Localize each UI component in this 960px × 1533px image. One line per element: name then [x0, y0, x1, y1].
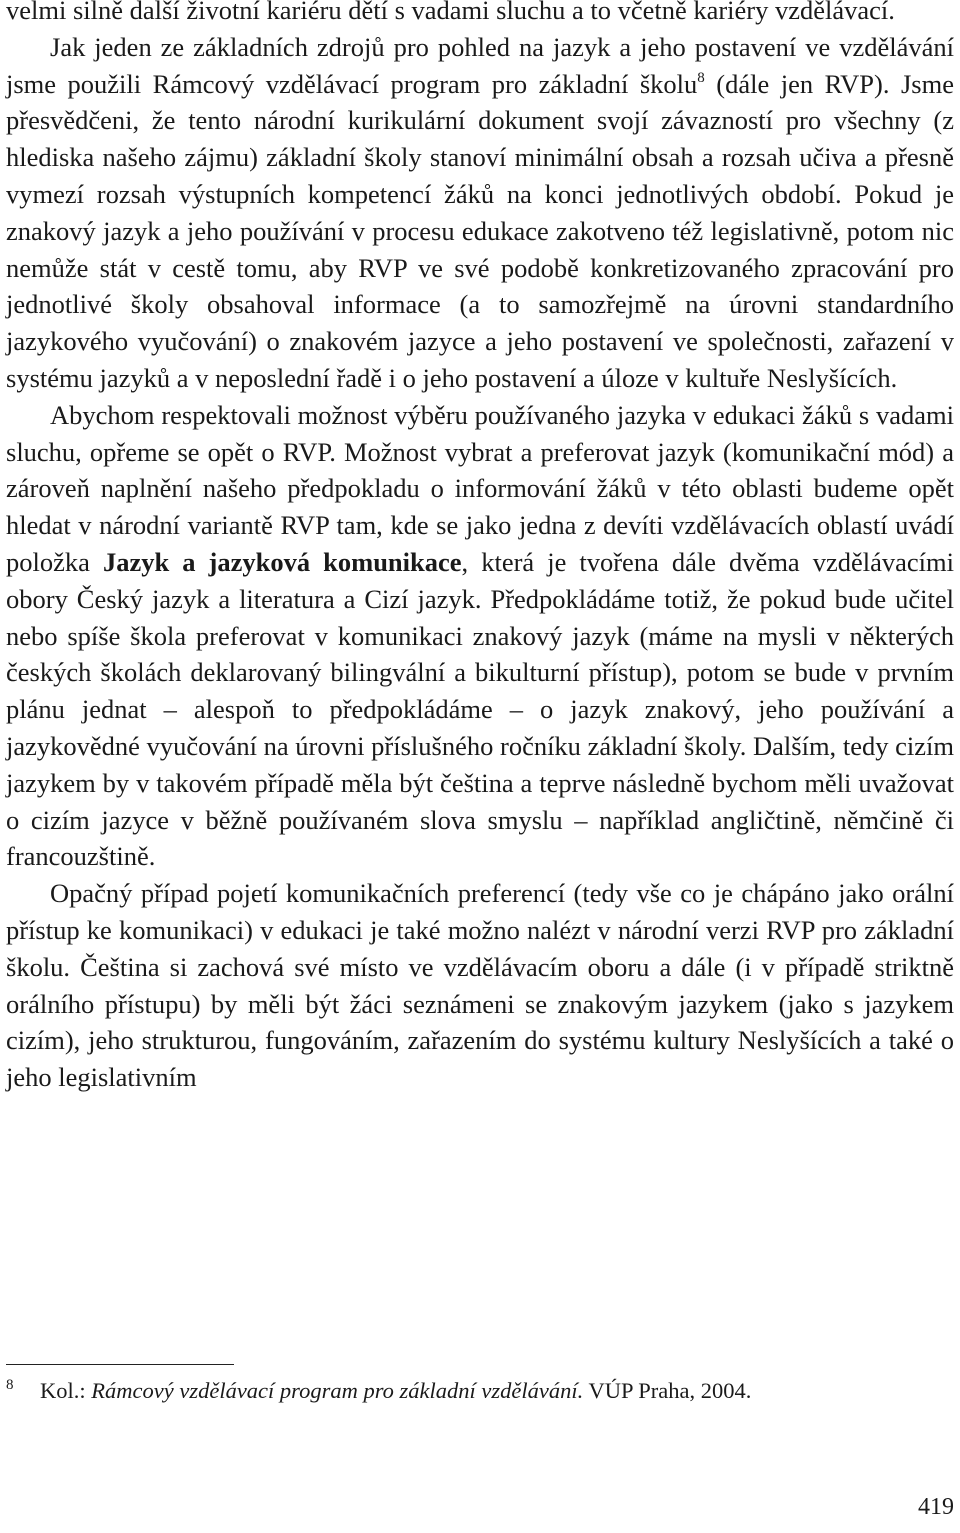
page-body	[6, 0, 954, 1096]
bold-term: Jazyk a jazyková komunikace	[102, 546, 462, 577]
paragraph-2-text-b: (dále jen RVP). Jsme přesvědčeni, že tento národní kurikulární dokument svojí závazností pro všechny (z hlediska našeho zájmu) základní školy stanoví minimální obsah a rozsah učiva a přesně vymezí rozsah výstupních kompetencí žáků na konci jednotlivých období. Pokud je znakový jazyk a jeho používání v procesu edukace zakotveno též legislativně, potom nic nemůže stát v cestě tomu, aby RVP ve své podobě konkretizovaného zpracování pro jednotlivé školy obsahoval informace (a to samozřejmě na úrovni standardního jazykového vyučování) o znakovém jazyce a jeho postavení ve společnosti, zařazení v systému jazyků a v neposlední řadě i o jeho postavení a úloze v kultuře Neslyšících.	[6, 68, 954, 393]
paragraph-2-text-a: Jak jeden ze základních zdrojů pro pohled na jazyk a jeho postavení ve vzdělávání jsme použili Rámcový vzdělávací program pro základní školu	[6, 31, 954, 99]
footnote-title: Rámcový vzdělávací program pro základní vzdělávání.	[91, 1378, 584, 1403]
paragraph-4-text: Opačný případ pojetí komunikačních preferencí (tedy vše co je chápáno jako orální přístup ke komunikaci) v edukaci je také možno nalézt v národní verzi RVP pro základní školu. Čeština si zachová své místo ve vzdělávacím oboru a dále (i v případě striktně orálního přístupu) by měli být žáci seznámeni se znakovým jazykem (jako s jazykem cizím), jeho strukturou, fungováním, zařazením do systému kultury Neslyšících a také o jeho legislativním	[6, 878, 954, 1093]
footnote-suffix: VÚP Praha, 2004.	[583, 1378, 752, 1403]
footnote: 8 Kol.: Rámcový vzdělávací program pro základní vzdělávání. VÚP Praha, 2004.	[6, 1377, 752, 1403]
paragraph-3	[6, 397, 954, 875]
paragraph-3-text-b: , která je tvořena dále dvěma vzdělávacími obory Český jazyk a literatura a Cizí jazyk. Předpokládáme totiž, že pokud bude učitel nebo spíše škola preferovat v komunikaci znakový jazyk (máme na mysli v některých českých školách deklarovaný bilingvální a bikulturní přístup), potom se bude v prvním plánu jednat – alespoň to předpokládáme – o jazyk znakový, jeho používání a jazykovědné vyučování na úrovni příslušného ročníku základní školy. Dalším, tedy cizím jazykem by v takovém případě měla být čeština a teprve následně bychom měli uvažovat o cizím jazyce v běžně používaném slova smyslu – například angličtině, němčině či francouzštině.	[6, 546, 954, 872]
paragraph-4	[6, 875, 954, 1096]
footnote-reference[interactable]: 8	[697, 69, 705, 86]
footnote-prefix: Kol.:	[40, 1378, 92, 1403]
paragraph-1-text: velmi silně další životní kariéru dětí s vadami sluchu a to včetně kariéry vzdělávací.	[6, 0, 895, 25]
paragraph-3-text-a: Abychom respektovali možnost výběru používaného jazyka v edukaci žáků s vadami sluchu, opřeme se opět o RVP. Možnost vybrat a preferovat jazyk (komunikační mód) a zároveň naplnění našeho předpokladu o informování žáků v této oblasti budeme opět hledat v národní variantě RVP tam, kde se jako jedna z devíti vzdělávacích oblastí uvádí položka	[6, 399, 954, 577]
page-number: 419	[918, 1494, 954, 1520]
paragraph-2	[6, 29, 954, 397]
footnote-divider	[6, 1364, 234, 1365]
paragraph-1	[6, 0, 954, 29]
